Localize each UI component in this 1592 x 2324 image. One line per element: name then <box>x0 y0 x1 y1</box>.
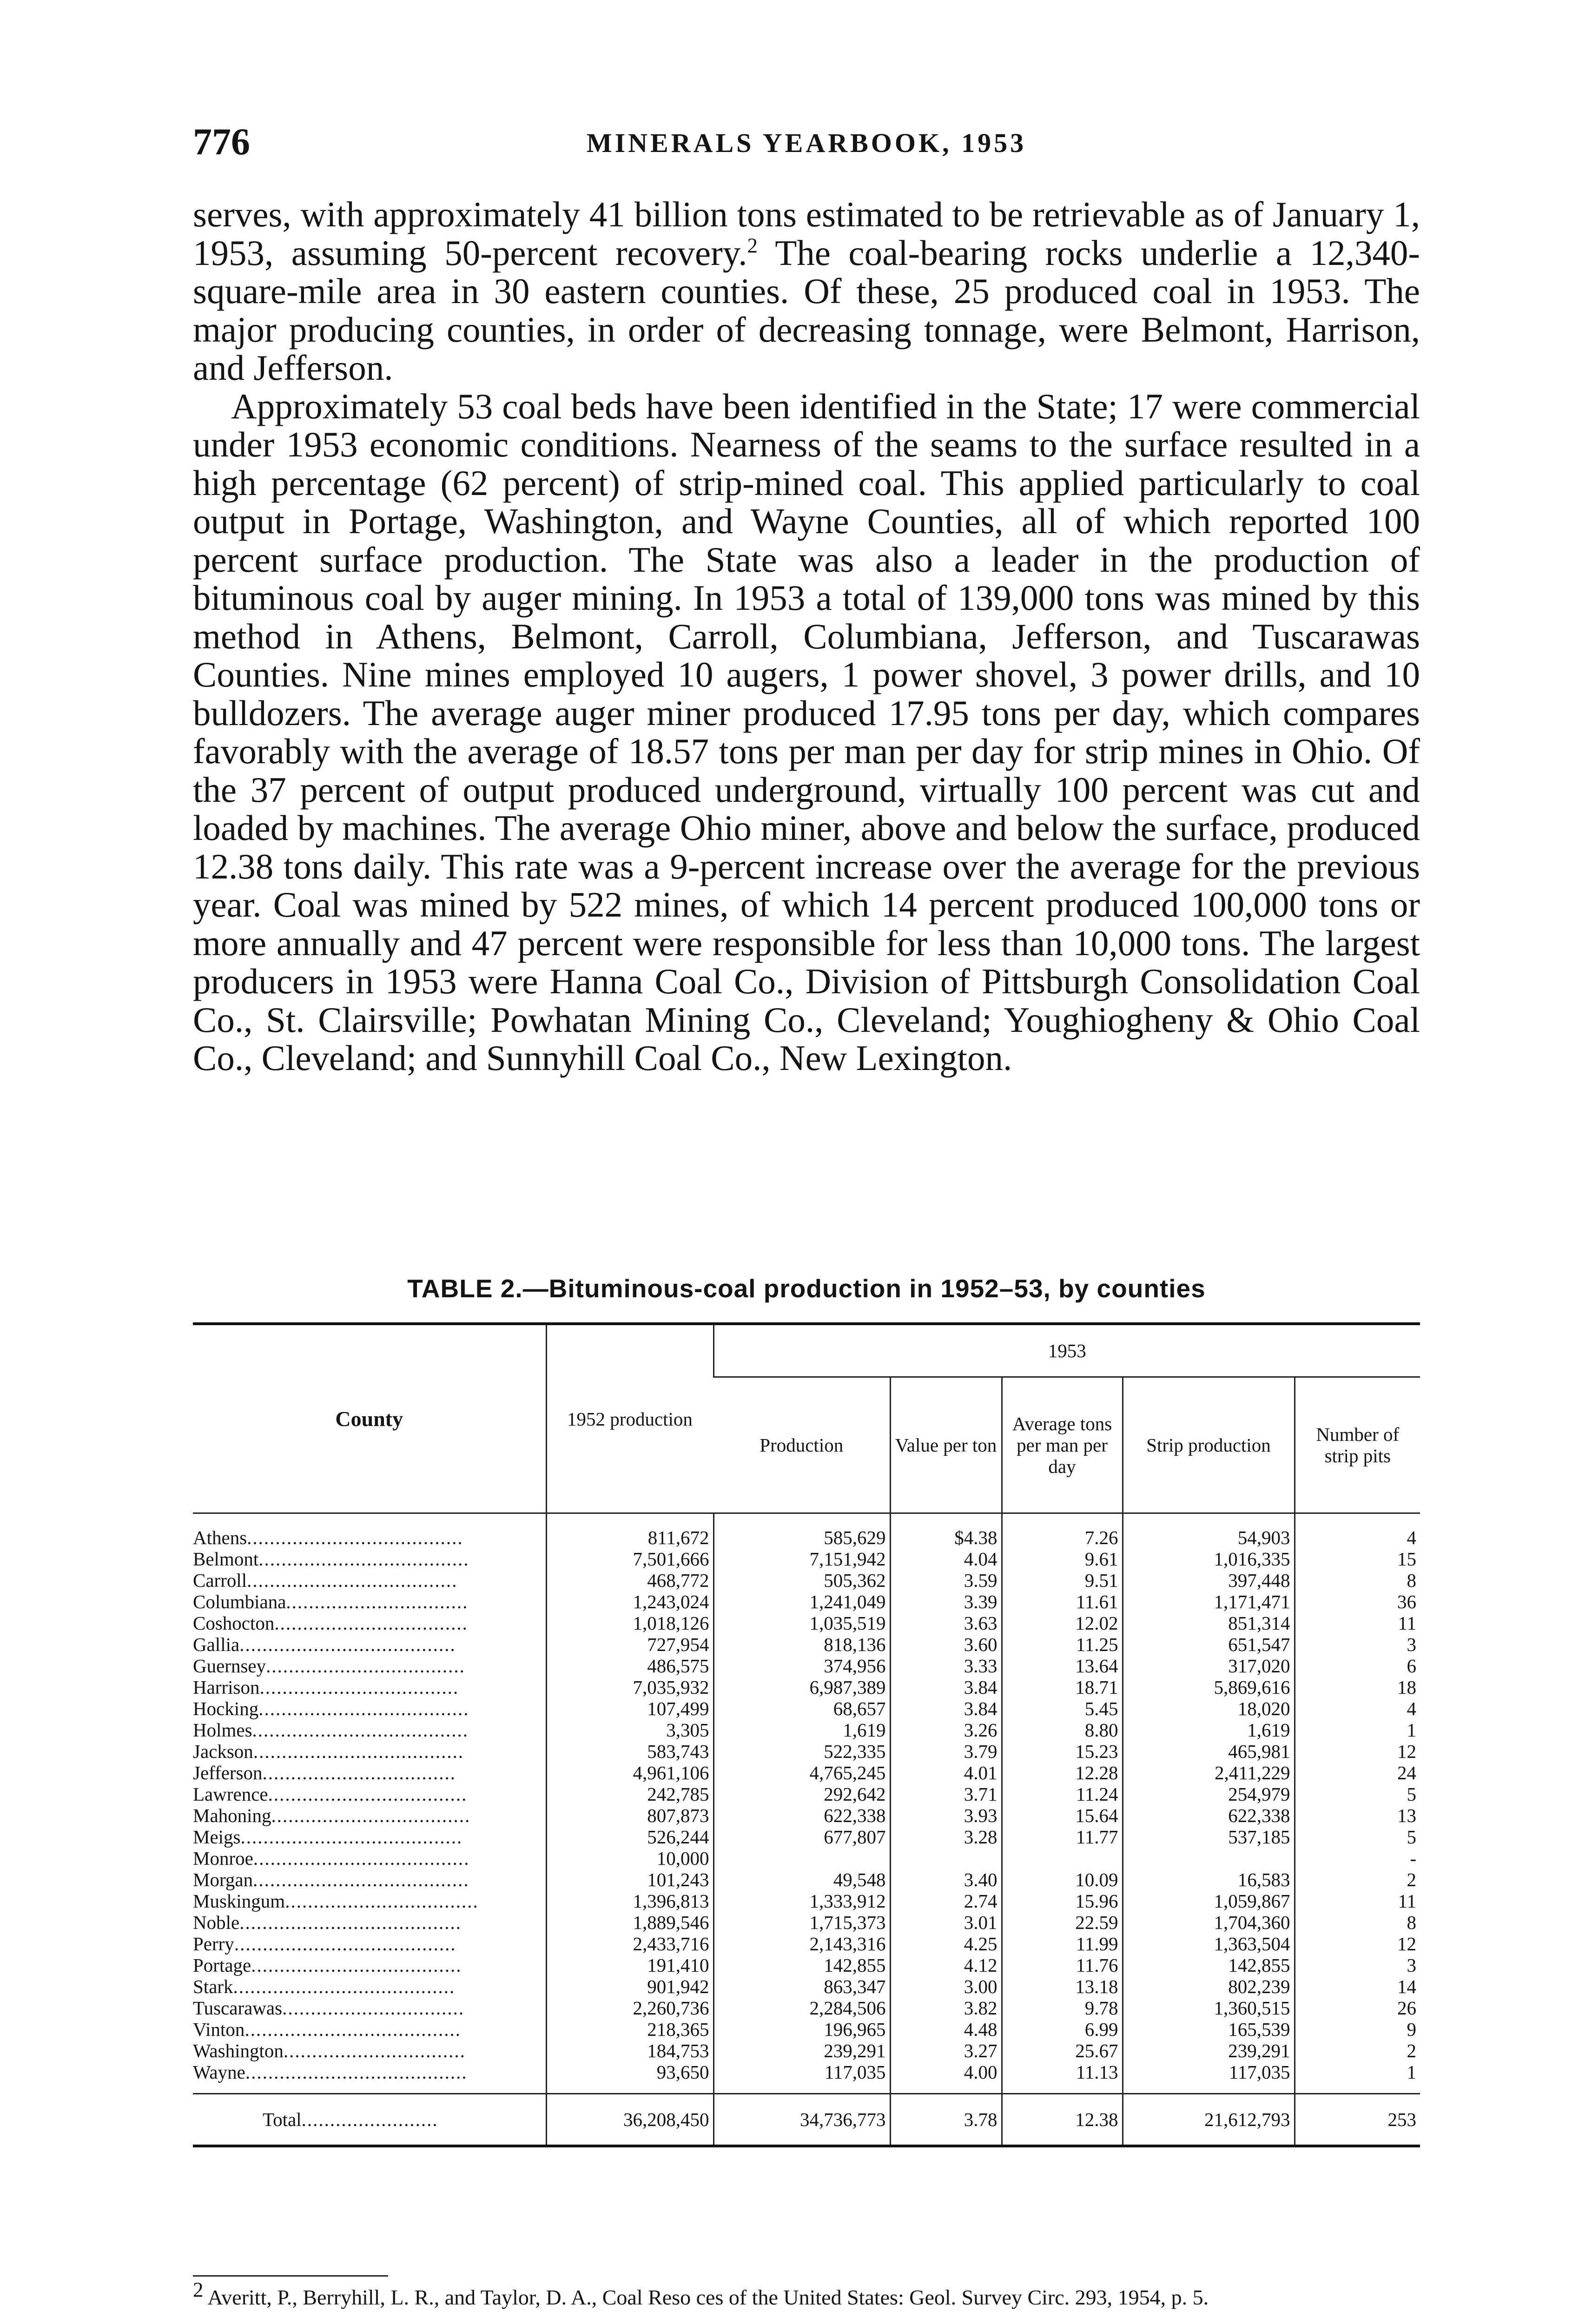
dot-leader: .................................. <box>262 1762 456 1783</box>
production-1952-cell: 218,365 <box>546 2019 713 2040</box>
value-per-ton-cell: 4.04 <box>890 1548 1002 1570</box>
strip-pits-cell: 8 <box>1295 1912 1420 1933</box>
county-cell: Monroe...................................... <box>193 1848 470 1869</box>
total-production-1953-cell: 34,736,773 <box>713 2094 890 2146</box>
table-row <box>193 2061 1420 2094</box>
value-per-ton-cell: 4.01 <box>890 1762 1002 1783</box>
strip-pits-cell: - <box>1295 1848 1420 1869</box>
county-cell: Harrison................................... <box>193 1677 459 1698</box>
county-cell: Coshocton.................................. <box>193 1612 468 1634</box>
production-1953-cell: 522,335 <box>713 1741 890 1762</box>
table-row <box>193 1719 1420 1741</box>
dot-leader: ..................................... <box>253 1741 464 1762</box>
strip-pits-cell: 3 <box>1295 1634 1420 1655</box>
value-per-ton-cell: 4.12 <box>890 1954 1002 1976</box>
county-cell: Mahoning................................... <box>193 1805 471 1826</box>
paragraph-1 <box>193 195 1420 387</box>
dot-leader: ...................................... <box>252 1719 469 1741</box>
value-per-ton-cell: 3.60 <box>890 1634 1002 1655</box>
county-cell: Wayne....................................... <box>193 2061 468 2083</box>
strip-pits-cell: 6 <box>1295 1655 1420 1677</box>
production-1953-cell: 1,035,519 <box>713 1612 890 1634</box>
county-cell: Hocking..................................... <box>193 1698 469 1719</box>
dot-leader: ....................................... <box>240 1826 463 1848</box>
strip-pits-cell: 8 <box>1295 1570 1420 1591</box>
county-cell: Tuscarawas................................ <box>193 1997 465 2019</box>
value-per-ton-cell: 4.48 <box>890 2019 1002 2040</box>
value-per-ton-cell: 3.71 <box>890 1783 1002 1805</box>
strip-pits-cell: 1 <box>1295 1719 1420 1741</box>
production-1952-cell: 807,873 <box>546 1805 713 1826</box>
table-row <box>193 1912 1420 1933</box>
county-cell: Athens...................................... <box>193 1527 463 1548</box>
table-row <box>193 1698 1420 1719</box>
dot-leader: ..................................... <box>247 1570 458 1591</box>
footnote-rule <box>193 2275 388 2277</box>
table-row <box>193 1634 1420 1655</box>
dot-leader: ................................ <box>286 1591 469 1612</box>
table-row <box>193 1997 1420 2019</box>
dot-leader: ..................................... <box>258 1548 469 1570</box>
strip-pits-cell: 18 <box>1295 1677 1420 1698</box>
table-row <box>193 1848 1420 1869</box>
production-1952-cell: 242,785 <box>546 1783 713 1805</box>
strip-pits-header: Number of strip pits <box>1295 1377 1420 1513</box>
production-1952-cell: 901,942 <box>546 1976 713 1997</box>
dot-leader: ................................ <box>283 2040 466 2061</box>
dot-leader: ...................................... <box>244 2019 461 2040</box>
strip-production-cell: 1,619 <box>1123 1719 1295 1741</box>
strip-production-cell: 317,020 <box>1123 1655 1295 1677</box>
paragraph-1-text: serves, with approximately 41 billion tons estimated to be retrievable as of January 1, 1953, assuming 50-percent recovery. <box>193 194 1420 273</box>
strip-pits-cell: 11 <box>1295 1612 1420 1634</box>
table-row <box>193 1762 1420 1783</box>
dot-leader: .................................. <box>274 1612 468 1634</box>
production-1952-cell: 1,243,024 <box>546 1591 713 1612</box>
county-cell: Perry....................................... <box>193 1933 456 1954</box>
strip-pits-cell: 12 <box>1295 1741 1420 1762</box>
strip-pits-cell: 14 <box>1295 1976 1420 1997</box>
value-per-ton-cell: 3.84 <box>890 1698 1002 1719</box>
production-1953-cell: 196,965 <box>713 2019 890 2040</box>
paragraph-1-cont: The coal-bearing rocks underlie a 12,340-square-mile area in 30 eastern counties. Of these, 25 produced coal in 1953. The major producing counties, in order of decreasing tonnage, were Belmont, Harrison, and Jefferson. <box>193 232 1420 388</box>
production-1953-cell: 585,629 <box>713 1513 890 1549</box>
production-1953-cell: 2,143,316 <box>713 1933 890 1954</box>
production-1952-cell: 7,501,666 <box>546 1548 713 1570</box>
dot-leader: ................................... <box>271 1805 471 1826</box>
value-per-ton-cell: 4.00 <box>890 2061 1002 2094</box>
avg-tons-cell: 5.45 <box>1002 1698 1123 1719</box>
strip-pits-cell: 2 <box>1295 1869 1420 1890</box>
avg-tons-cell: 18.71 <box>1002 1677 1123 1698</box>
production-1952-cell: 1,018,126 <box>546 1612 713 1634</box>
value-per-ton-cell: 3.82 <box>890 1997 1002 2019</box>
strip-production-cell: 802,239 <box>1123 1976 1295 1997</box>
strip-pits-cell: 2 <box>1295 2040 1420 2061</box>
value-per-ton-cell: 3.00 <box>890 1976 1002 1997</box>
avg-tons-cell: 10.09 <box>1002 1869 1123 1890</box>
table-row <box>193 1741 1420 1762</box>
production-1952-cell: 184,753 <box>546 2040 713 2061</box>
strip-production-cell: 1,704,360 <box>1123 1912 1295 1933</box>
strip-pits-cell: 3 <box>1295 1954 1420 1976</box>
county-cell: Muskingum.................................. <box>193 1890 479 1912</box>
production-1953-cell: 677,807 <box>713 1826 890 1848</box>
strip-production-cell: 165,539 <box>1123 2019 1295 2040</box>
strip-pits-cell: 9 <box>1295 2019 1420 2040</box>
production-1953-cell: 117,035 <box>713 2061 890 2094</box>
dot-leader: ...................................... <box>247 1527 463 1548</box>
avg-tons-cell: 11.61 <box>1002 1591 1123 1612</box>
strip-production-cell: 537,185 <box>1123 1826 1295 1848</box>
avg-tons-cell: 22.59 <box>1002 1912 1123 1933</box>
production-1952-cell: 468,772 <box>546 1570 713 1591</box>
strip-pits-cell: 36 <box>1295 1591 1420 1612</box>
county-cell: Meigs....................................... <box>193 1826 463 1848</box>
county-cell: Gallia...................................... <box>193 1634 456 1655</box>
value-per-ton-cell: 3.28 <box>890 1826 1002 1848</box>
footnote-text: Averitt, P., Berryhill, L. R., and Taylor, D. A., Coal Reso ces of the United States: Geol. Survey Circ. 293, 1954, p. 5. <box>207 2285 1209 2309</box>
strip-pits-cell: 24 <box>1295 1762 1420 1783</box>
strip-pits-cell: 15 <box>1295 1548 1420 1570</box>
value-per-ton-cell: 3.59 <box>890 1570 1002 1591</box>
total-row <box>193 2094 1420 2146</box>
production-1953-cell: 4,765,245 <box>713 1762 890 1783</box>
avg-tons-cell: 9.78 <box>1002 1997 1123 2019</box>
production-1953-cell: 49,548 <box>713 1869 890 1890</box>
production-header: Production <box>713 1377 890 1513</box>
production-1953-cell: 6,987,389 <box>713 1677 890 1698</box>
dot-leader: ...................................... <box>253 1869 469 1890</box>
dot-leader: ................................... <box>266 1655 465 1677</box>
avg-tons-cell <box>1002 1848 1123 1869</box>
dot-leader: ...................................... <box>253 1848 470 1869</box>
strip-production-cell: 117,035 <box>1123 2061 1295 2094</box>
avg-tons-header: Average tons per man per day <box>1002 1377 1123 1513</box>
strip-production-cell: 397,448 <box>1123 1570 1295 1591</box>
dot-leader: ................................... <box>259 1677 459 1698</box>
table-row <box>193 1826 1420 1848</box>
table-row <box>193 1655 1420 1677</box>
table-row <box>193 1548 1420 1570</box>
production-1953-cell: 374,956 <box>713 1655 890 1677</box>
footnote-marker: 2 <box>193 2278 204 2302</box>
value-per-ton-cell: 3.93 <box>890 1805 1002 1826</box>
table-row <box>193 1677 1420 1698</box>
strip-production-cell: 16,583 <box>1123 1869 1295 1890</box>
strip-production-cell: 54,903 <box>1123 1513 1295 1549</box>
strip-production-header: Strip production <box>1123 1377 1295 1513</box>
value-per-ton-cell: 3.26 <box>890 1719 1002 1741</box>
table-row <box>193 1513 1420 1549</box>
dot-leader: ..................................... <box>258 1698 469 1719</box>
value-per-ton-cell: 3.33 <box>890 1655 1002 1677</box>
value-per-ton-cell <box>890 1848 1002 1869</box>
production-1952-cell: 10,000 <box>546 1848 713 1869</box>
production-1952-cell: 811,672 <box>546 1513 713 1549</box>
production-1952-cell: 1,889,546 <box>546 1912 713 1933</box>
strip-production-cell: 142,855 <box>1123 1954 1295 1976</box>
strip-production-cell: 1,171,471 <box>1123 1591 1295 1612</box>
paragraph-2: Approximately 53 coal beds have been identified in the State; 17 were commercial under 1953 economic conditions. Nearness of the seams to the surface resulted in a high percentage (62 percent) of strip-mined coal. This applied particularly to coal output in Portage, Washington, and Wayne Counties, all of which reported 100 percent surface production. The State was also a leader in the production of bituminous coal by auger mining. In 1953 a total of 139,000 tons was mined by this method in Athens, Belmont, Carroll, Columbiana, Jefferson, and Tuscarawas Counties. Nine mines employed 10 augers, 1 power shovel, 3 power drills, and 10 bulldozers. The average auger miner produced 17.95 tons per day, which compares favorably with the average of 18.57 tons per man per day for strip mines in Ohio. Of the 37 percent of output produced underground, virtually 100 percent was cut and loaded by machines. The average Ohio miner, above and below the surface, produced 12.38 tons daily. This rate was a 9-percent increase over the average for the previous year. Coal was mined by 522 mines, of which 14 percent produced 100,000 tons or more annually and 47 percent were responsible for less than 10,000 tons. The largest producers in 1953 were Hanna Coal Co., Division of Pittsburgh Consolidation Coal Co., St. Clairsville; Powhatan Mining Co., Cleveland; Youghiogheny & Ohio Coal Co., Cleveland; and Sunnyhill Coal Co., New Lexington. <box>193 386 1420 1078</box>
strip-pits-cell: 4 <box>1295 1698 1420 1719</box>
county-cell: Washington................................ <box>193 2040 466 2061</box>
table-header-row <box>193 1324 1420 1377</box>
page-number: 776 <box>193 120 250 163</box>
table-row <box>193 1954 1420 1976</box>
avg-tons-cell: 15.64 <box>1002 1805 1123 1826</box>
production-1953-cell: 1,241,049 <box>713 1591 890 1612</box>
production-1952-header: 1952 production <box>546 1324 713 1513</box>
production-1952-cell: 2,433,716 <box>546 1933 713 1954</box>
strip-production-cell: 1,016,335 <box>1123 1548 1295 1570</box>
county-cell: Lawrence................................... <box>193 1783 468 1805</box>
avg-tons-cell: 11.25 <box>1002 1634 1123 1655</box>
total-county-cell: Total........................ <box>193 2094 546 2146</box>
table-row <box>193 1591 1420 1612</box>
production-1953-cell: 1,715,373 <box>713 1912 890 1933</box>
avg-tons-cell: 6.99 <box>1002 2019 1123 2040</box>
avg-tons-cell: 11.24 <box>1002 1783 1123 1805</box>
production-1952-cell: 7,035,932 <box>546 1677 713 1698</box>
value-per-ton-cell: 3.79 <box>890 1741 1002 1762</box>
table-title: TABLE 2.—Bituminous-coal production in 1952–53, by counties <box>407 1274 1206 1303</box>
county-cell: Jackson..................................... <box>193 1741 464 1762</box>
coal-production-table <box>193 1322 1420 2147</box>
dot-leader: ..................................... <box>251 1954 462 1976</box>
production-1952-cell: 727,954 <box>546 1634 713 1655</box>
table-row <box>193 1783 1420 1805</box>
dot-leader: ....................................... <box>239 1912 462 1933</box>
production-1952-cell: 2,260,736 <box>546 1997 713 2019</box>
strip-production-cell: 851,314 <box>1123 1612 1295 1634</box>
table-row <box>193 1890 1420 1912</box>
total-production-1952-cell: 36,208,450 <box>546 2094 713 2146</box>
county-cell: Stark....................................... <box>193 1976 456 1997</box>
dot-leader: ................................... <box>268 1783 468 1805</box>
strip-production-cell: 5,869,616 <box>1123 1677 1295 1698</box>
production-1953-cell: 2,284,506 <box>713 1997 890 2019</box>
avg-tons-cell: 15.96 <box>1002 1890 1123 1912</box>
strip-pits-cell: 5 <box>1295 1783 1420 1805</box>
value-per-ton-cell: 4.25 <box>890 1933 1002 1954</box>
strip-pits-cell: 4 <box>1295 1513 1420 1549</box>
production-1953-cell: 239,291 <box>713 2040 890 2061</box>
production-1953-cell: 142,855 <box>713 1954 890 1976</box>
strip-production-cell: 622,338 <box>1123 1805 1295 1826</box>
production-1952-cell: 4,961,106 <box>546 1762 713 1783</box>
running-head: MINERALS YEARBOOK, 1953 <box>586 128 1027 158</box>
dot-leader: ................................ <box>282 1997 465 2019</box>
strip-production-cell: 1,360,515 <box>1123 1997 1295 2019</box>
dot-leader: ....................................... <box>233 1976 456 1997</box>
strip-pits-cell: 12 <box>1295 1933 1420 1954</box>
county-cell: Holmes...................................... <box>193 1719 469 1741</box>
value-per-ton-cell: 3.27 <box>890 2040 1002 2061</box>
avg-tons-cell: 25.67 <box>1002 2040 1123 2061</box>
value-per-ton-cell: $4.38 <box>890 1513 1002 1549</box>
year-1953-header: 1953 <box>713 1324 1420 1377</box>
body-text <box>193 195 1420 1077</box>
production-1953-cell: 505,362 <box>713 1570 890 1591</box>
table-row <box>193 1976 1420 1997</box>
value-per-ton-cell: 3.01 <box>890 1912 1002 1933</box>
county-cell: Portage..................................... <box>193 1954 462 1976</box>
dot-leader: ........................ <box>301 2109 438 2130</box>
dot-leader: ....................................... <box>234 1933 456 1954</box>
value-per-ton-cell: 3.39 <box>890 1591 1002 1612</box>
production-1952-cell: 583,743 <box>546 1741 713 1762</box>
production-1952-cell: 93,650 <box>546 2061 713 2094</box>
county-header: County <box>193 1324 546 1513</box>
avg-tons-cell: 9.61 <box>1002 1548 1123 1570</box>
county-cell: Morgan...................................... <box>193 1869 469 1890</box>
value-per-ton-header: Value per ton <box>890 1377 1002 1513</box>
strip-pits-cell: 13 <box>1295 1805 1420 1826</box>
production-1953-cell: 1,333,912 <box>713 1890 890 1912</box>
production-1952-cell: 1,396,813 <box>546 1890 713 1912</box>
county-cell: Guernsey................................... <box>193 1655 465 1677</box>
strip-production-cell: 2,411,229 <box>1123 1762 1295 1783</box>
table-row <box>193 2019 1420 2040</box>
strip-pits-cell: 26 <box>1295 1997 1420 2019</box>
county-cell: Carroll..................................... <box>193 1570 458 1591</box>
value-per-ton-cell: 3.84 <box>890 1677 1002 1698</box>
table-row <box>193 1933 1420 1954</box>
footnote-ref: 2 <box>747 233 758 257</box>
avg-tons-cell: 11.13 <box>1002 2061 1123 2094</box>
page-header <box>193 120 1420 171</box>
value-per-ton-cell: 2.74 <box>890 1890 1002 1912</box>
total-strip-pits-cell: 253 <box>1295 2094 1420 2146</box>
avg-tons-cell: 12.02 <box>1002 1612 1123 1634</box>
table-row <box>193 1570 1420 1591</box>
avg-tons-cell: 13.64 <box>1002 1655 1123 1677</box>
strip-production-cell <box>1123 1848 1295 1869</box>
county-cell: Vinton...................................... <box>193 2019 461 2040</box>
production-1953-cell: 818,136 <box>713 1634 890 1655</box>
avg-tons-cell: 11.77 <box>1002 1826 1123 1848</box>
avg-tons-cell: 11.76 <box>1002 1954 1123 1976</box>
strip-production-cell: 465,981 <box>1123 1741 1295 1762</box>
production-1952-cell: 191,410 <box>546 1954 713 1976</box>
value-per-ton-cell: 3.40 <box>890 1869 1002 1890</box>
county-cell: Belmont..................................... <box>193 1548 469 1570</box>
production-1953-cell: 292,642 <box>713 1783 890 1805</box>
production-1953-cell: 68,657 <box>713 1698 890 1719</box>
total-strip-production-cell: 21,612,793 <box>1123 2094 1295 2146</box>
footnote <box>193 2278 1420 2311</box>
strip-pits-cell: 11 <box>1295 1890 1420 1912</box>
production-1952-cell: 3,305 <box>546 1719 713 1741</box>
value-per-ton-cell: 3.63 <box>890 1612 1002 1634</box>
strip-production-cell: 1,363,504 <box>1123 1933 1295 1954</box>
dot-leader: ...................................... <box>239 1634 456 1655</box>
table-row <box>193 1612 1420 1634</box>
table-row <box>193 1805 1420 1826</box>
production-1953-cell: 622,338 <box>713 1805 890 1826</box>
production-1953-cell: 7,151,942 <box>713 1548 890 1570</box>
avg-tons-cell: 12.28 <box>1002 1762 1123 1783</box>
total-avg-tons-cell: 12.38 <box>1002 2094 1123 2146</box>
county-cell: Noble....................................... <box>193 1912 462 1933</box>
strip-pits-cell: 1 <box>1295 2061 1420 2094</box>
dot-leader: .................................. <box>285 1890 479 1912</box>
strip-production-cell: 239,291 <box>1123 2040 1295 2061</box>
avg-tons-cell: 8.80 <box>1002 1719 1123 1741</box>
production-1953-cell <box>713 1848 890 1869</box>
county-cell: Columbiana................................ <box>193 1591 469 1612</box>
production-1952-cell: 101,243 <box>546 1869 713 1890</box>
table-body <box>193 1513 1420 2146</box>
production-1952-cell: 486,575 <box>546 1655 713 1677</box>
avg-tons-cell: 13.18 <box>1002 1976 1123 1997</box>
dot-leader: ....................................... <box>245 2061 468 2083</box>
strip-production-cell: 18,020 <box>1123 1698 1295 1719</box>
avg-tons-cell: 7.26 <box>1002 1513 1123 1549</box>
avg-tons-cell: 11.99 <box>1002 1933 1123 1954</box>
strip-production-cell: 1,059,867 <box>1123 1890 1295 1912</box>
avg-tons-cell: 9.51 <box>1002 1570 1123 1591</box>
production-1953-cell: 1,619 <box>713 1719 890 1741</box>
strip-pits-cell: 5 <box>1295 1826 1420 1848</box>
production-1952-cell: 526,244 <box>546 1826 713 1848</box>
strip-production-cell: 254,979 <box>1123 1783 1295 1805</box>
table-row <box>193 1869 1420 1890</box>
production-1953-cell: 863,347 <box>713 1976 890 1997</box>
table-row <box>193 2040 1420 2061</box>
avg-tons-cell: 15.23 <box>1002 1741 1123 1762</box>
county-cell: Jefferson.................................. <box>193 1762 456 1783</box>
total-value-per-ton-cell: 3.78 <box>890 2094 1002 2146</box>
strip-production-cell: 651,547 <box>1123 1634 1295 1655</box>
production-1952-cell: 107,499 <box>546 1698 713 1719</box>
